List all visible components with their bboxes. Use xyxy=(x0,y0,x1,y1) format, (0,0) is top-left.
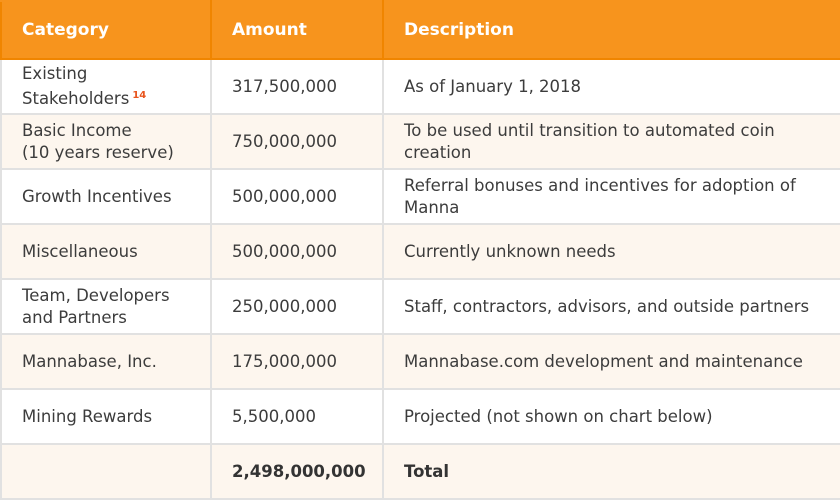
row-amount: 317,500,000 xyxy=(211,59,383,114)
row-description: Projected (not shown on chart below) xyxy=(383,389,840,444)
row-description: Currently unknown needs xyxy=(383,224,840,279)
total-category xyxy=(1,444,211,499)
footnote-marker[interactable]: 14 xyxy=(132,90,147,101)
total-amount: 2,498,000,000 xyxy=(211,444,383,499)
table-row xyxy=(1,114,840,169)
row-amount: 250,000,000 xyxy=(211,279,383,334)
row-category: Growth Incentives xyxy=(1,169,211,224)
table-row xyxy=(1,334,840,389)
row-category: Existing Stakeholders $^{14}$ xyxy=(1,59,211,114)
row-amount: 500,000,000 xyxy=(211,224,383,279)
table-row xyxy=(1,224,840,279)
row-category: Miscellaneous xyxy=(1,224,211,279)
header-amount: Amount xyxy=(211,1,383,59)
row-description: Staff, contractors, advisors, and outside partners xyxy=(383,279,840,334)
header-category: Category xyxy=(1,1,211,59)
row-amount: 500,000,000 xyxy=(211,169,383,224)
row-description: To be used until transition to automated coin creation xyxy=(383,114,840,169)
row-category: Basic Income (10 years reserve) xyxy=(1,114,211,169)
row-amount: 5,500,000 xyxy=(211,389,383,444)
row-description: As of January 1, 2018 xyxy=(383,59,840,114)
table-row xyxy=(1,389,840,444)
table-row xyxy=(1,59,840,114)
row-category: Mining Rewards xyxy=(1,389,211,444)
table-header-row xyxy=(1,1,840,59)
row-description: Mannabase.com development and maintenance xyxy=(383,334,840,389)
row-category: Mannabase, Inc. xyxy=(1,334,211,389)
row-amount: 175,000,000 xyxy=(211,334,383,389)
row-description: Referral bonuses and incentives for adoption of Manna xyxy=(383,169,840,224)
row-amount: 750,000,000 xyxy=(211,114,383,169)
total-row xyxy=(1,444,840,499)
header-description: Description xyxy=(383,1,840,59)
table-row xyxy=(1,169,840,224)
total-label: Total xyxy=(383,444,840,499)
table-row xyxy=(1,279,840,334)
row-category: Team, Developers and Partners xyxy=(1,279,211,334)
